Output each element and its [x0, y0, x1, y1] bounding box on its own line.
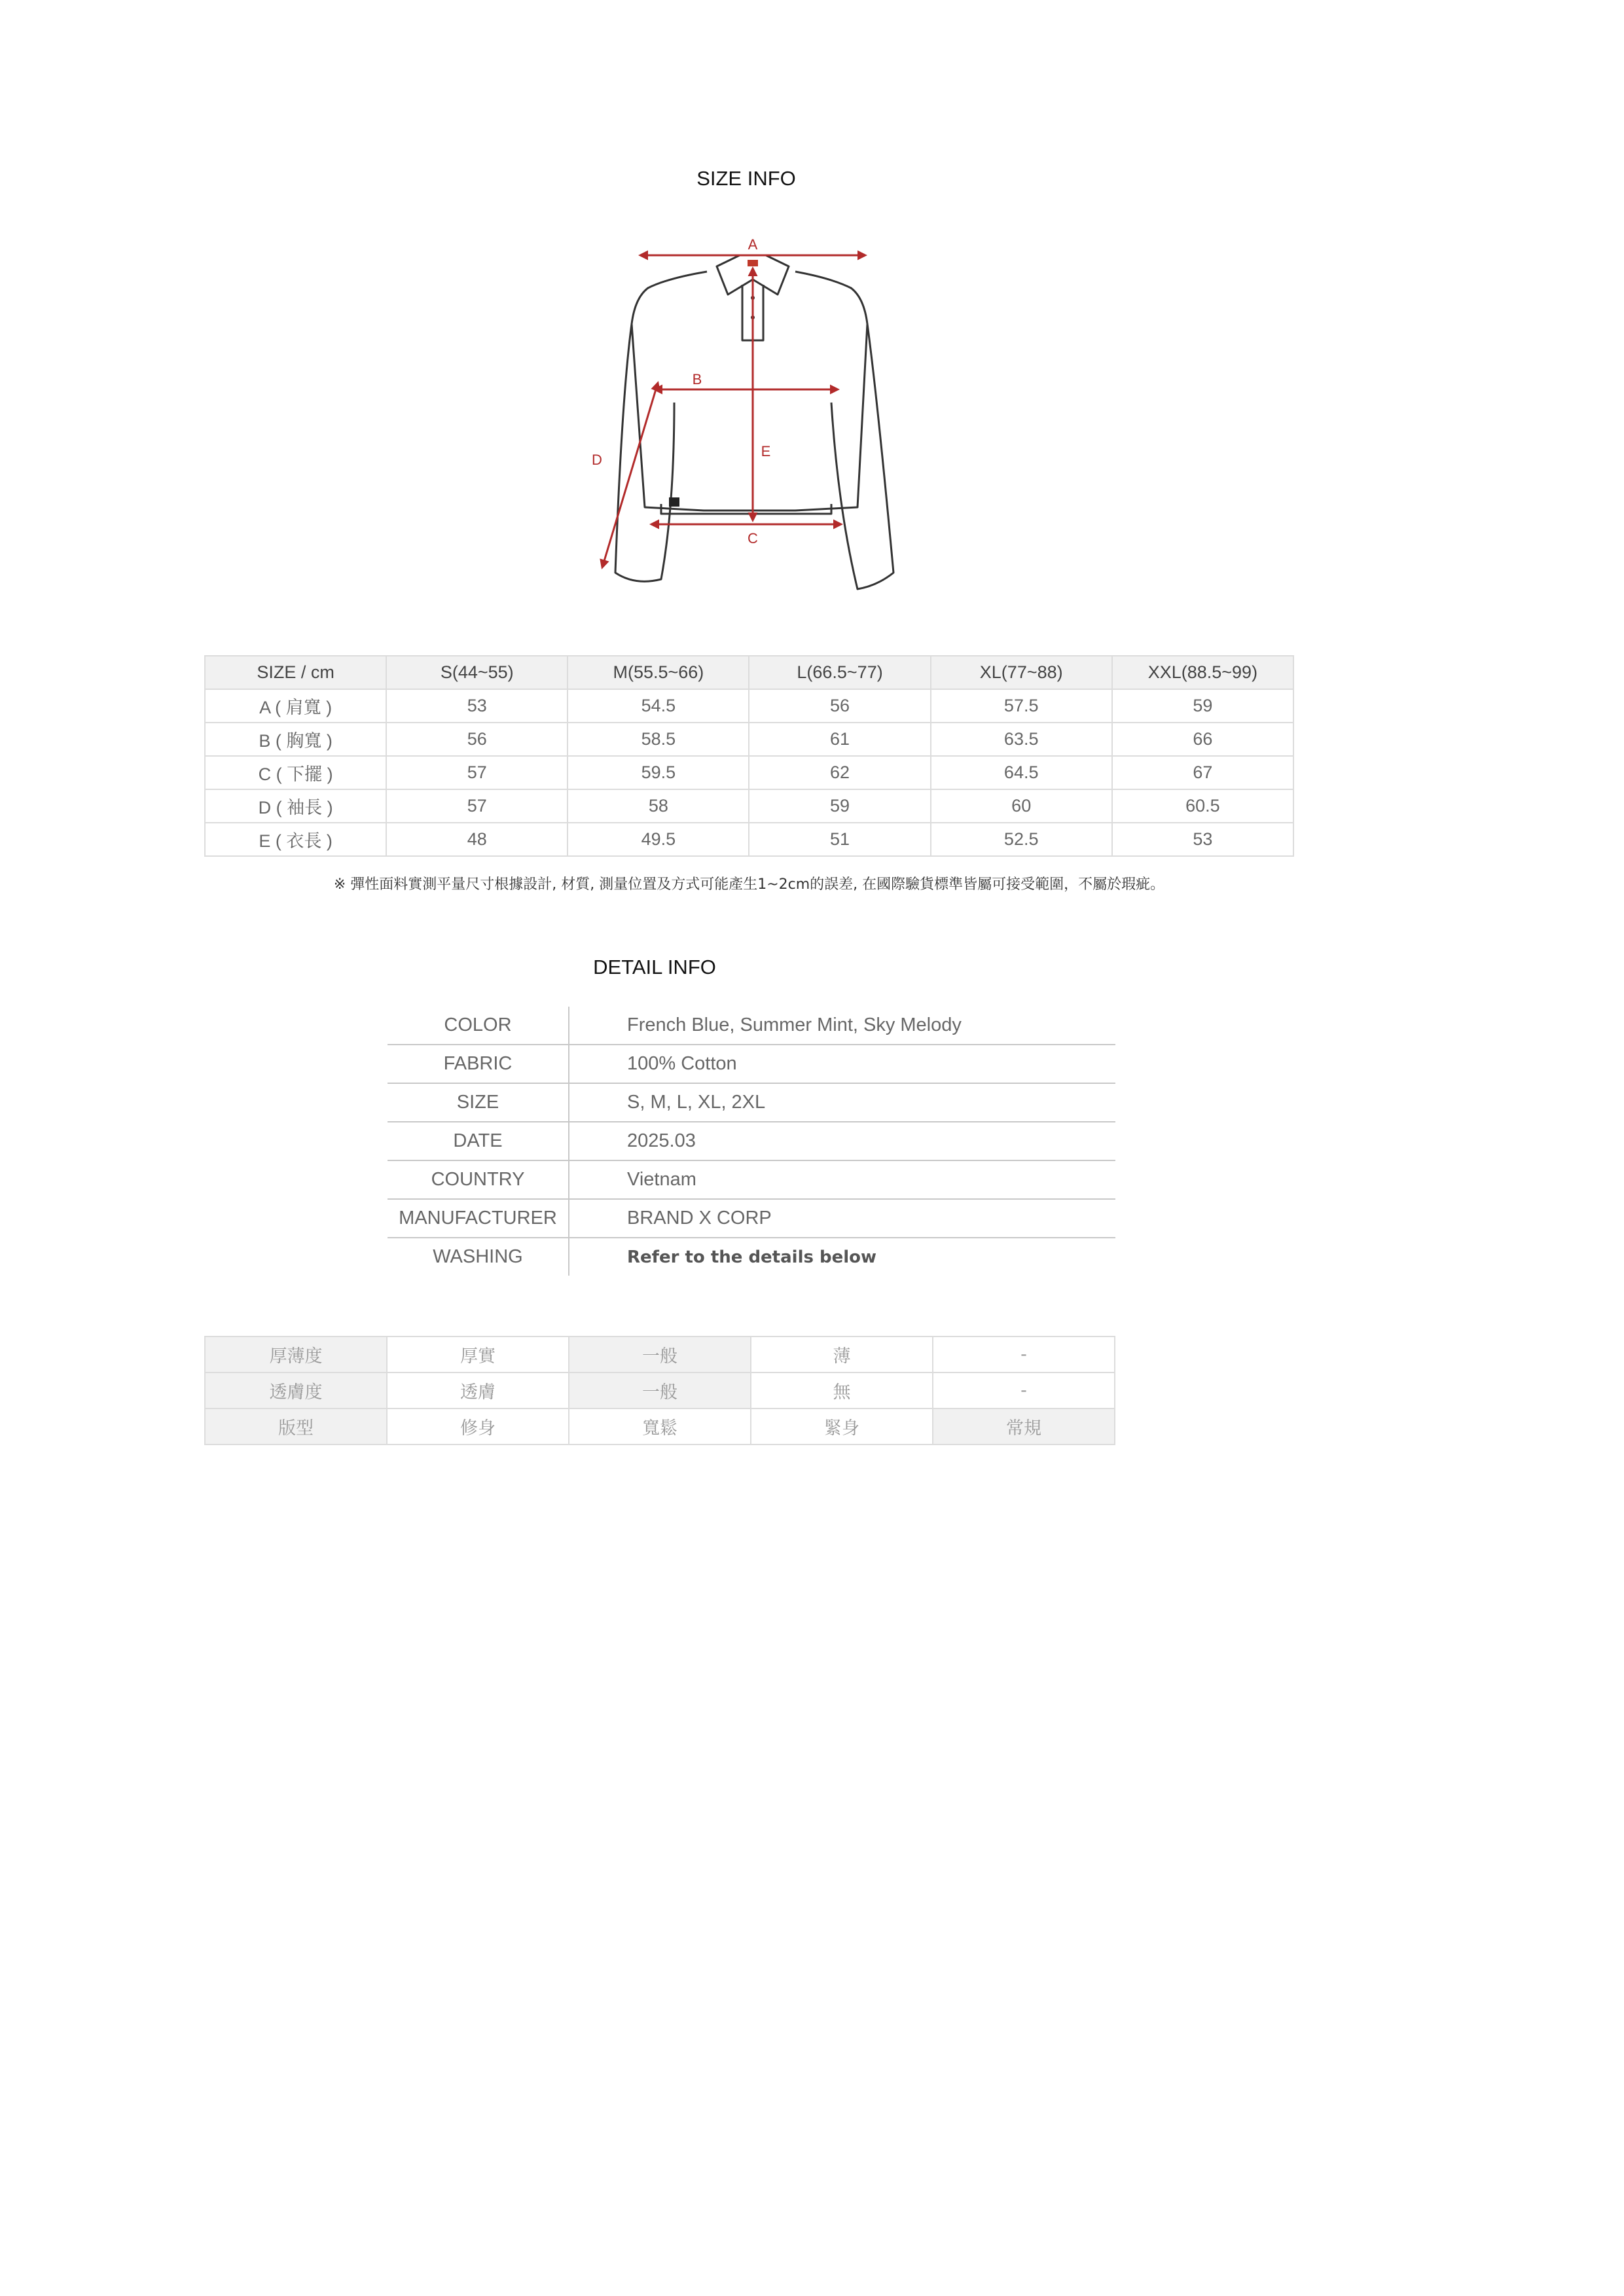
- size-cell: 57.5: [931, 689, 1112, 723]
- label-c: C: [748, 530, 758, 547]
- detail-label: COLOR: [388, 1007, 569, 1045]
- size-cell: 63.5: [931, 723, 1112, 756]
- fabric-option-selected: 常規: [933, 1408, 1115, 1444]
- size-cell: 52.5: [931, 823, 1112, 856]
- hem-label: [669, 497, 679, 507]
- fabric-row-label: 厚薄度: [205, 1336, 387, 1372]
- detail-label: MANUFACTURER: [388, 1199, 569, 1238]
- size-cell: 48: [386, 823, 568, 856]
- detail-value: S, M, L, XL, 2XL: [569, 1083, 1115, 1122]
- size-table-row: [205, 689, 1293, 723]
- size-row-label: A ( 肩寬 ): [205, 689, 386, 723]
- detail-row: [388, 1007, 1115, 1045]
- detail-value: French Blue, Summer Mint, Sky Melody: [569, 1007, 1115, 1045]
- size-cell: 60.5: [1112, 789, 1293, 823]
- fabric-option: 無: [751, 1372, 933, 1408]
- fabric-option: 厚實: [387, 1336, 569, 1372]
- size-cell: 62: [749, 756, 930, 789]
- measurement-lines: [602, 255, 865, 567]
- fabric-option: 薄: [751, 1336, 933, 1372]
- size-row-label: C ( 下擺 ): [205, 756, 386, 789]
- size-header-cell: L(66.5~77): [749, 656, 930, 689]
- detail-row: [388, 1238, 1115, 1276]
- size-cell: 51: [749, 823, 930, 856]
- size-cell: 64.5: [931, 756, 1112, 789]
- size-table-header: [205, 656, 1293, 689]
- detail-info-title: DETAIL INFO: [593, 956, 716, 978]
- garment-measurement-diagram: [569, 232, 923, 599]
- label-d: D: [592, 452, 602, 468]
- size-cell: 57: [386, 789, 568, 823]
- label-a: A: [748, 236, 758, 253]
- size-table-row: [205, 789, 1293, 823]
- detail-row: [388, 1199, 1115, 1238]
- size-info-title: SIZE INFO: [696, 167, 796, 190]
- fabric-row: [205, 1372, 1115, 1408]
- fabric-option: 修身: [387, 1408, 569, 1444]
- detail-label: COUNTRY: [388, 1160, 569, 1199]
- detail-label: DATE: [388, 1122, 569, 1160]
- size-cell: 59.5: [568, 756, 749, 789]
- detail-table: [388, 1007, 1115, 1276]
- size-cell: 49.5: [568, 823, 749, 856]
- size-row-label: B ( 胸寬 ): [205, 723, 386, 756]
- fabric-option: 透膚: [387, 1372, 569, 1408]
- size-cell: 56: [386, 723, 568, 756]
- size-cell: 53: [1112, 823, 1293, 856]
- size-cell: 57: [386, 756, 568, 789]
- detail-value: Refer to the details below: [627, 1247, 877, 1267]
- size-table-row: [205, 823, 1293, 856]
- size-cell: 66: [1112, 723, 1293, 756]
- size-row-label: D ( 袖長 ): [205, 789, 386, 823]
- brand-tag: [748, 260, 758, 266]
- fabric-properties-table: [204, 1336, 1115, 1445]
- detail-label: FABRIC: [388, 1045, 569, 1083]
- detail-label: WASHING: [388, 1238, 569, 1276]
- size-cell: 59: [749, 789, 930, 823]
- detail-label: SIZE: [388, 1083, 569, 1122]
- detail-row: [388, 1160, 1115, 1199]
- fabric-row: [205, 1336, 1115, 1372]
- detail-row: [388, 1122, 1115, 1160]
- size-cell: 54.5: [568, 689, 749, 723]
- size-cell: 67: [1112, 756, 1293, 789]
- detail-value: Vietnam: [569, 1160, 1115, 1199]
- fabric-row-label: 透膚度: [205, 1372, 387, 1408]
- detail-value: BRAND X CORP: [569, 1199, 1115, 1238]
- measure-d-line: [602, 383, 658, 567]
- detail-row: [388, 1045, 1115, 1083]
- size-cell: 56: [749, 689, 930, 723]
- size-table: [204, 655, 1294, 857]
- size-table-row: [205, 723, 1293, 756]
- fabric-option: -: [933, 1336, 1115, 1372]
- fabric-row-label: 版型: [205, 1408, 387, 1444]
- size-header-cell: S(44~55): [386, 656, 568, 689]
- fabric-option: -: [933, 1372, 1115, 1408]
- size-cell: 53: [386, 689, 568, 723]
- size-header-cell: SIZE / cm: [205, 656, 386, 689]
- label-e: E: [761, 443, 771, 459]
- size-table-row: [205, 756, 1293, 789]
- fabric-row: [205, 1408, 1115, 1444]
- detail-value: 100% Cotton: [569, 1045, 1115, 1083]
- size-cell: 60: [931, 789, 1112, 823]
- label-b: B: [692, 371, 702, 387]
- fabric-option: 寬鬆: [569, 1408, 751, 1444]
- fabric-option: 緊身: [751, 1408, 933, 1444]
- size-cell: 58: [568, 789, 749, 823]
- detail-row: [388, 1083, 1115, 1122]
- size-cell: 58.5: [568, 723, 749, 756]
- size-cell: 59: [1112, 689, 1293, 723]
- size-header-cell: XXL(88.5~99): [1112, 656, 1293, 689]
- fabric-option-selected: 一般: [569, 1336, 751, 1372]
- detail-value: 2025.03: [569, 1122, 1115, 1160]
- size-cell: 61: [749, 723, 930, 756]
- measurement-note: ※ 彈性面料實測平量尺寸根據設計, 材質, 測量位置及方式可能產生1~2cm的誤差, 在國際驗貨標準皆屬可接受範圍，不屬於瑕疵。: [333, 876, 1165, 893]
- size-row-label: E ( 衣長 ): [205, 823, 386, 856]
- size-header-cell: M(55.5~66): [568, 656, 749, 689]
- fabric-option-selected: 一般: [569, 1372, 751, 1408]
- size-header-cell: XL(77~88): [931, 656, 1112, 689]
